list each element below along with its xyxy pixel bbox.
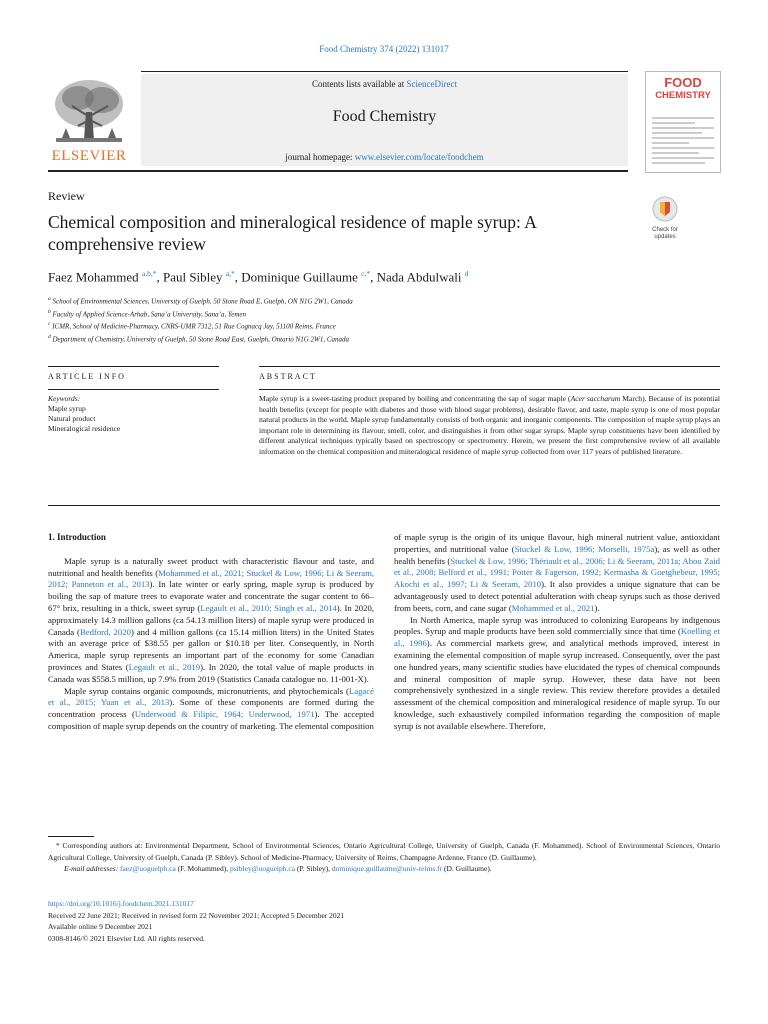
body-text: ). The accepted composition of maple syrup depends on the country of marketing. The elemental composition	[48, 709, 374, 731]
sciencedirect-link[interactable]: ScienceDirect	[406, 79, 457, 89]
author-name[interactable]: Paul Sibley	[162, 269, 223, 285]
crossmark-text-2: updates	[654, 234, 676, 240]
journal-homepage	[141, 152, 628, 162]
body-text: In North America, maple syrup was introduced to colonizing Europeans by indigenous peoples. Syrup and maple products have been sold commercially since that time (	[394, 614, 720, 637]
corresponding-author-footnote	[48, 840, 720, 875]
header-top-rule	[141, 71, 628, 72]
body-text: ). As commercial markets grew, and analytical methods improved, interest in examining the elemental composition of maple syrup increased. Consequently, over the past one hundred years, many scientific studies have elucidated the types of chemical compounds and mineral composition of maple syrup. However, these data have not been comprehensively synthesized in a single review. This review therefore provides a detailed assessment of the chemical composition and mineralogical residence of maple syrup. To our knowledge, such exhaustively compiled information regarding the composition of maple syrup is not available elsewhere. Therefore,	[394, 638, 720, 731]
corresponding-note: * Corresponding authors at: Environmental Department, School of Environmental Sciences, Ontario Agricultural College, University of Guelph, Canada (F. Mohammed). School of Environmental Sciences, Ontario Agricultural College, University of Guelph, Canada (P. Sibley). School of Medicine-Pharmacy, University of Reims, Champagne Ardenne, France (D. Guillaume).	[48, 841, 720, 862]
article-title: Chemical composition and mineralogical residence of maple syrup: A comprehensive review	[48, 212, 536, 254]
keyword: Mineralogical residence	[48, 424, 121, 433]
body-text: ). In 2020, approximately 14.3 million gallons (ca 54.13 million liters) of maple syrup were produced in Canada (	[48, 602, 374, 637]
journal-name: Food Chemistry	[332, 108, 437, 125]
cover-title-food: FOOD	[664, 75, 702, 90]
body-paragraph	[48, 556, 374, 686]
email-line: E-mail addresses: faez@uoguelph.ca (F. Mohammed), psibley@uoguelph.ca (P. Sibley), dominique.guillaume@univ-reims.fr (D. Guillaume).	[64, 864, 492, 873]
body-text: ), as well as other health benefits (	[394, 543, 720, 566]
abstract-text: Maple syrup is a sweet-tasting product prepared by boiling and concentrating the sap of sugar maple (Acer saccharum March). Because of its potential health benefits (except for people with diabetes and those with blood sugar problems), desirable flavor, and taste, maple syrup is one of most popular natural products in the world. Maple syrup fundamentally consists of both organic and inorganic components. The composition of maple syrup plays an important role in determining its flavour, smell, color, and distinguishes it from other sugar syrups. Maple syrup constituents have been identified by different analytical techniques typically based on spectroscopy or spectrometry. Herein, we present the first comprehensive review of all available information on the chemical composition and mineralogical residence of maple syrup collected from over 117 years of published literature.	[259, 394, 720, 456]
author-affil-sup[interactable]: a,*	[225, 269, 235, 278]
header-bottom-rule	[48, 170, 628, 172]
reference-link[interactable]: Mohammed et al., 2021	[511, 602, 595, 613]
received-dates: Received 22 June 2021; Received in revised form 22 November 2021; Accepted 5 December 2021	[48, 910, 345, 920]
affiliation: $^a$ School of Environmental Sciences, University of Guelph, 50 Stone Road E, Guelph, ON N1G 2W1, Canada	[48, 296, 353, 306]
author-affil-sup[interactable]: d	[464, 269, 469, 278]
reference-link[interactable]: Bedford, 2020	[79, 626, 131, 637]
article-type: Review	[48, 189, 85, 203]
reference-link[interactable]: Lagacé et al., 2015; Yuan et al., 2013	[48, 685, 374, 708]
keywords-box	[48, 394, 220, 434]
body-text: ). In 2020, the total value of maple products in Canada was $558.5 million, up 7.9% from 2019 (Statistics Canada catalogue no. 11-001-X).	[48, 661, 374, 684]
body-text: ).	[594, 602, 600, 613]
body-paragraph	[394, 532, 720, 615]
author-affil-sup[interactable]: a,b,*	[141, 269, 157, 278]
keywords-label: Keywords:	[48, 394, 81, 403]
affiliation: $^b$ Faculty of Applied Science-Arhab, Sana’a University, Sana’a, Yemen	[48, 308, 247, 318]
abstract-heading: ABSTRACT	[259, 372, 317, 381]
article-info-subrule	[48, 389, 219, 390]
cover-title-chemistry: CHEMISTRY	[655, 90, 711, 101]
affiliation-list	[48, 294, 353, 345]
publication-info	[48, 898, 720, 944]
elsevier-wordmark: ELSEVIER	[51, 148, 127, 164]
author-list: Faez Mohammed $^{a,b,*}$, Paul Sibley $^{a,*}$, Dominique Guillaume $^{c,*}$, Nada Abdulwali $^d$	[48, 269, 469, 285]
keyword: Natural product	[48, 414, 96, 423]
affiliation: $^d$ Department of Chemistry, University of Guelph, 50 Stone Road East, Guelph, Ontario N1G 2W1, Canada	[48, 333, 350, 344]
body-text: ). It also provides a unique signature that can be advantageously used to detect potential adulteration with cheap syrups such as those derived from beets, corn, and cane sugar (	[394, 579, 720, 613]
abstract-rule	[259, 366, 720, 367]
homepage-prefix: journal homepage:	[285, 152, 355, 162]
reference-link[interactable]: Legault et al., 2019	[128, 661, 201, 672]
author-name[interactable]: Nada Abdulwali	[376, 269, 462, 285]
abstract-subrule	[259, 389, 720, 390]
body-text: ). Some of these components are formed during the concentration process (	[48, 697, 374, 720]
contents-line	[141, 79, 628, 89]
available-online: Available online 9 December 2021	[48, 922, 153, 931]
body-column-right	[394, 532, 720, 733]
reference-link[interactable]: Mohammed et al., 2021; Stuckel & Low, 1996; Li & Seeram, 2012; Panneton et al., 2013	[48, 567, 375, 590]
journal-cover-thumbnail[interactable]	[645, 71, 721, 173]
crossmark-icon	[652, 196, 678, 222]
body-text: ) and 4 million gallons (ca 15.14 million liters) in the United States with an average price of $38.55 per gallon or $10.18 per liter. Consequently, in North America, maple syrup represents an important part of the economy for some Canadian provinces and States (	[48, 626, 374, 672]
abstract-bottom-rule	[48, 505, 720, 506]
body-text: of maple syrup is the origin of its unique flavour, high mineral nutrient value, antioxidant properties, and nutritional value (	[394, 532, 720, 554]
affiliation: $^c$ ICMR, School of Medicine-Pharmacy, CNRS-UMR 7312, 51 Rue Cognacq Jay, 51100 Reims, France	[48, 321, 336, 331]
email-link[interactable]: psibley@uoguelph.ca	[230, 864, 296, 873]
section-heading: 1. Introduction	[48, 532, 106, 542]
email-link[interactable]: dominique.guillaume@univ-reims.fr	[331, 864, 443, 873]
copyright: 0308-8146/© 2021 Elsevier Ltd. All rights reserved.	[48, 933, 205, 943]
crossmark-text-1: Check for	[652, 227, 678, 233]
reference-link[interactable]: Underwood & Filipic, 1964; Underwood, 1971	[134, 709, 315, 720]
cover-contents-lines	[652, 114, 714, 167]
article-info-heading: ARTICLE INFO	[48, 372, 126, 381]
body-text: Maple syrup is a naturally sweet product with characteristic flavour and taste, and nutritional and health benefits (	[48, 555, 374, 578]
author-affil-sup[interactable]: c,*	[361, 269, 371, 278]
keyword: Maple syrup	[48, 404, 86, 413]
article-info-rule	[48, 366, 219, 367]
doi-link[interactable]: https://doi.org/10.1016/j.foodchem.2021.131017	[48, 899, 194, 908]
check-for-updates-button[interactable]	[645, 196, 685, 241]
reference-link[interactable]: Koelling et al., 1996	[394, 626, 721, 649]
email-link[interactable]: faez@uoguelph.ca	[119, 864, 176, 873]
footnote-rule	[48, 836, 94, 837]
author-name[interactable]: Faez Mohammed	[48, 269, 139, 285]
contents-prefix: Contents lists available at	[312, 79, 407, 89]
body-text: ). In late winter or early spring, maple syrup is produced by boiling the sap of mature trees to evaporate water and concentrate the sugar content to 66–67° brix, resulting in a thick, sweet syrup (	[48, 579, 374, 613]
body-text: Maple syrup contains organic compounds, micronutrients, and phytochemicals (	[64, 685, 349, 696]
reference-link[interactable]: Stuckel & Low, 1996; Morselli, 1975a	[514, 543, 655, 554]
body-paragraph	[48, 686, 374, 733]
reference-link[interactable]: Stuckel & Low, 1996; Thériault et al., 2006; Li & Seeram, 2011a; Abou Zaid et al., 2008; Belford et al., 1991; Potter & Fagerson, 1992; Kermasha & Goetghebeur, 1995; Akochi et al., 1997; Li & Seeram, 2010	[394, 555, 720, 590]
body-column-left	[48, 532, 374, 733]
homepage-link[interactable]: www.elsevier.com/locate/foodchem	[354, 152, 484, 162]
author-name[interactable]: Dominique Guillaume	[241, 269, 358, 285]
journal-citation[interactable]: Food Chemistry 374 (2022) 131017	[319, 44, 449, 54]
body-paragraph	[394, 615, 720, 733]
reference-link[interactable]: Legault et al., 2010; Singh et al., 2014	[200, 602, 337, 613]
